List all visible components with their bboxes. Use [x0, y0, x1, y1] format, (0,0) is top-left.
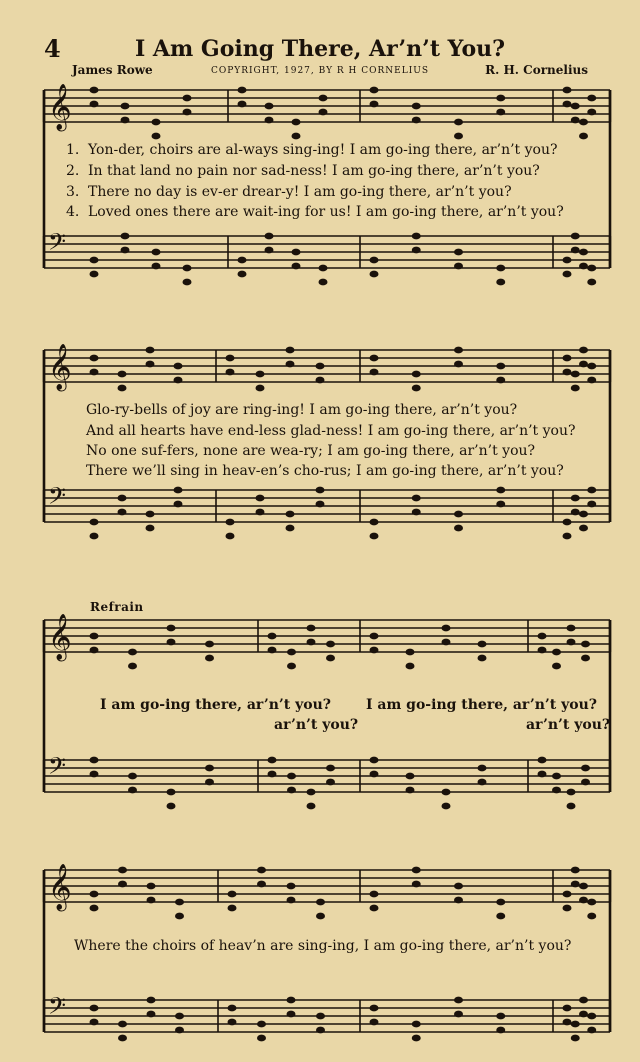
composer-credit: R. H. Cornelius: [485, 63, 588, 77]
verse-line-6: And all hearts have end-less glad-ness! I am go-ing there, ar’n’t you?: [86, 423, 576, 439]
refrain-lyric-1b: I am go-ing there, ar’n’t you?: [366, 697, 597, 713]
verse-line-2: 2. In that land no pain nor sad-ness! I am go-ing there, ar’n’t you?: [66, 163, 540, 179]
hymn-title: I Am Going There, Ar’n’t You?: [134, 36, 506, 62]
verse-line-4: 4. Loved ones there are wait-ing for us! I am go-ing there, ar’n’t you?: [66, 204, 564, 220]
verse-line-1: 1. Yon-der, choirs are al-ways sing-ing! I am go-ing there, ar’n’t you?: [66, 142, 558, 158]
refrain-lyric-1a: I am go-ing there, ar’n’t you?: [100, 697, 331, 713]
svg-text:𝄞: 𝄞: [48, 344, 72, 390]
bar-lines: [44, 90, 610, 1032]
verse-line-8: There we’ll sing in heav-en’s cho-rus; I am go-ing there, ar’n’t you?: [86, 463, 564, 479]
svg-text:𝄢: 𝄢: [48, 228, 67, 261]
svg-text:𝄢: 𝄢: [48, 752, 67, 785]
note-heads: [90, 87, 597, 1042]
copyright-notice: COPYRIGHT, 1927, BY R H CORNELIUS: [210, 66, 430, 76]
svg-text:𝄢: 𝄢: [48, 992, 67, 1025]
clefs: [48, 84, 72, 1025]
page-number: 4: [44, 34, 61, 63]
verse-line-7: No one suf-fers, none are wea-ry; I am go-ing there, ar’n’t you?: [86, 443, 536, 459]
svg-text:𝄞: 𝄞: [48, 84, 72, 130]
staff-lines: [44, 90, 610, 1032]
verse-line-3: 3. There no day is ev-er drear-y! I am go-ing there, ar’n’t you?: [66, 184, 512, 200]
refrain-lyric-3: Where the choirs of heav’n are sing-ing, I am go-ing there, ar’n’t you?: [74, 938, 572, 954]
svg-text:𝄞: 𝄞: [48, 614, 72, 660]
refrain-lyric-2a: ar’n’t you?: [274, 717, 359, 733]
svg-text:𝄢: 𝄢: [48, 482, 67, 515]
svg-text:𝄞: 𝄞: [48, 864, 72, 910]
refrain-label: Refrain: [90, 600, 144, 614]
lyricist-credit: James Rowe: [72, 63, 153, 77]
refrain-lyric-2b: ar’n’t you?: [526, 717, 611, 733]
verse-line-5: Glo-ry-bells of joy are ring-ing! I am go-ing there, ar’n’t you?: [86, 402, 518, 418]
